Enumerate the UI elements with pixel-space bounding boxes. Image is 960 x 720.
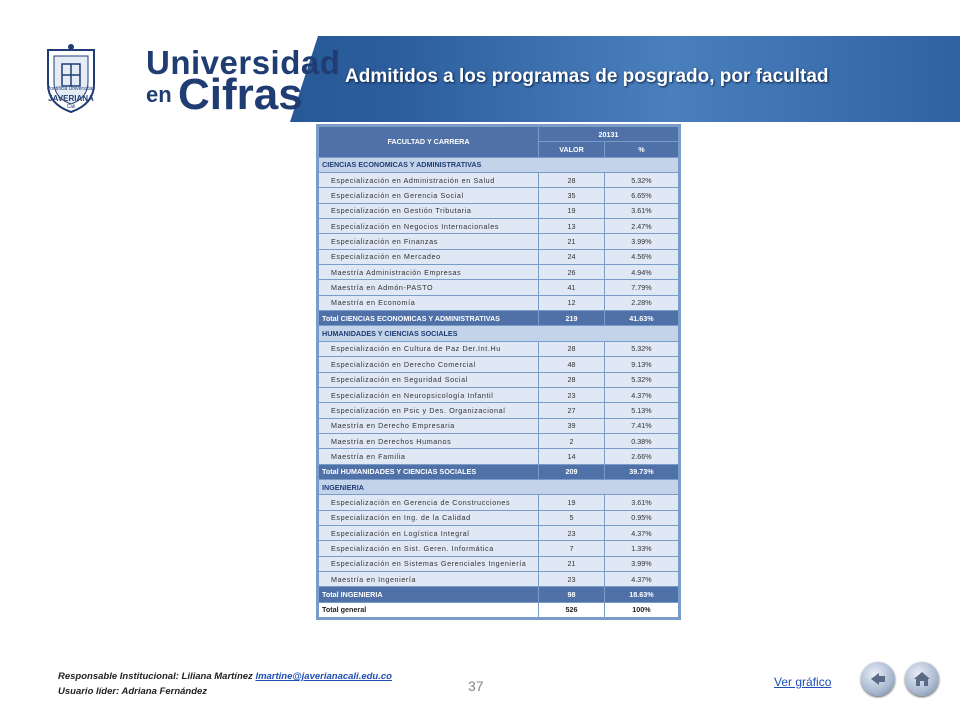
table-row [319,188,679,203]
section-name: CIENCIAS ECONOMICAS Y ADMINISTRATIVAS [319,157,679,172]
table-row [319,295,679,310]
section-header [319,157,679,172]
table-row [319,510,679,525]
program-name: Especialización en Gestión Tributaria [319,203,539,218]
section-total-row [319,464,679,479]
program-pct: 2.47% [605,219,679,234]
program-value: 13 [539,219,605,234]
program-pct: 5.13% [605,403,679,418]
program-name: Maestría en Derechos Humanos [319,433,539,448]
crest-caption-1: Pontificia Universidad [46,86,96,92]
table-row [319,280,679,295]
program-pct: 4.37% [605,571,679,586]
program-name: Especialización en Seguridad Social [319,372,539,387]
program-value: 19 [539,203,605,218]
email-link[interactable]: lmartine@javerianacali.edu.co [255,671,392,682]
program-value: 21 [539,234,605,249]
total-pct: 41.63% [605,311,679,326]
program-name: Maestría en Familia [319,449,539,464]
back-arrow-icon [861,662,895,696]
program-name: Especialización en Logística Integral [319,525,539,540]
program-pct: 7.79% [605,280,679,295]
table-row [319,234,679,249]
brand-en: en [146,82,172,107]
program-value: 23 [539,387,605,402]
program-pct: 1.33% [605,541,679,556]
program-value: 24 [539,249,605,264]
program-pct: 4.56% [605,249,679,264]
home-button[interactable] [905,662,939,696]
program-value: 21 [539,556,605,571]
program-pct: 2.28% [605,295,679,310]
program-name: Maestría en Ingeniería [319,571,539,586]
program-pct: 5.32% [605,372,679,387]
program-value: 23 [539,571,605,586]
back-button[interactable] [861,662,895,696]
footer-responsible [58,671,392,682]
table-row [319,571,679,586]
program-name: Especialización en Gerencia de Construcciones [319,495,539,510]
program-value: 35 [539,188,605,203]
program-value: 19 [539,495,605,510]
program-name: Especialización en Administración en Salud [319,173,539,188]
program-name: Especialización en Ing. de la Calidad [319,510,539,525]
section-header [319,326,679,341]
program-name: Especialización en Cultura de Paz Der.Int.Hu [319,341,539,356]
table-row [319,403,679,418]
brand-cifras: Cifras [178,70,303,119]
program-pct: 5.32% [605,341,679,356]
table-row [319,219,679,234]
program-name: Especialización en Neuropsicología Infantil [319,387,539,402]
responsible-label: Responsable Institucional: Liliana Martínez [58,671,253,682]
grand-total-value: 526 [539,602,605,617]
program-name: Especialización en Sistemas Gerenciales Ingeniería [319,556,539,571]
program-value: 28 [539,341,605,356]
table-row [319,418,679,433]
col-header-pct: % [605,142,679,157]
table-row [319,495,679,510]
program-value: 48 [539,357,605,372]
program-name: Especialización en Sist. Geren. Informática [319,541,539,556]
section-name: HUMANIDADES Y CIENCIAS SOCIALES [319,326,679,341]
program-value: 7 [539,541,605,556]
total-value: 219 [539,311,605,326]
section-header [319,479,679,494]
grand-total-pct: 100% [605,602,679,617]
admissions-table [316,124,681,620]
program-value: 5 [539,510,605,525]
program-value: 28 [539,372,605,387]
section-total-row [319,311,679,326]
table-row [319,203,679,218]
program-name: Especialización en Psic y Des. Organizacional [319,403,539,418]
program-value: 41 [539,280,605,295]
program-value: 26 [539,265,605,280]
grand-total-label: Total general [319,602,539,617]
program-pct: 5.32% [605,173,679,188]
brand-universidad: Universidad [146,44,341,81]
program-pct: 3.61% [605,203,679,218]
table-row [319,265,679,280]
page-title: Admitidos a los programas de posgrado, por facultad [345,66,829,87]
total-pct: 18.63% [605,587,679,602]
grand-total-row [319,602,679,617]
program-value: 2 [539,433,605,448]
program-pct: 4.37% [605,387,679,402]
program-name: Especialización en Gerencia Social [319,188,539,203]
program-pct: 2.66% [605,449,679,464]
table-row [319,357,679,372]
section-total-row [319,587,679,602]
program-name: Especialización en Mercadeo [319,249,539,264]
table-row [319,525,679,540]
program-name: Especialización en Finanzas [319,234,539,249]
program-pct: 6.65% [605,188,679,203]
total-value: 98 [539,587,605,602]
program-value: 12 [539,295,605,310]
col-header-program: FACULTAD Y CARRERA [319,127,539,158]
program-pct: 3.61% [605,495,679,510]
program-pct: 4.94% [605,265,679,280]
total-label: Total HUMANIDADES Y CIENCIAS SOCIALES [319,464,539,479]
total-value: 209 [539,464,605,479]
table-row [319,173,679,188]
col-header-period: 20131 [539,127,679,142]
program-value: 14 [539,449,605,464]
program-name: Maestría en Derecho Empresaria [319,418,539,433]
table-row [319,341,679,356]
table-row [319,449,679,464]
table-row [319,541,679,556]
program-pct: 0.95% [605,510,679,525]
page-number: 37 [468,678,484,694]
total-label: Total CIENCIAS ECONOMICAS Y ADMINISTRATIVAS [319,311,539,326]
program-pct: 7.41% [605,418,679,433]
program-name: Maestría Administración Empresas [319,265,539,280]
crest-caption-3: Cali [66,104,76,110]
crest-caption-2: JAVERIANA [48,94,94,103]
program-value: 27 [539,403,605,418]
program-pct: 4.37% [605,525,679,540]
footer-user: Usuario líder: Adriana Fernández [58,686,208,697]
table-row [319,372,679,387]
program-pct: 3.99% [605,234,679,249]
col-header-value: VALOR [539,142,605,157]
program-value: 28 [539,173,605,188]
program-name: Maestría en Admón-PASTO [319,280,539,295]
program-name: Maestría en Economía [319,295,539,310]
section-name: INGENIERIA [319,479,679,494]
view-chart-link[interactable]: Ver gráfico [774,675,832,689]
home-icon [905,662,939,696]
program-name: Especialización en Derecho Comercial [319,357,539,372]
program-pct: 3.99% [605,556,679,571]
total-label: Total INGENIERIA [319,587,539,602]
program-pct: 0.38% [605,433,679,448]
program-pct: 9.13% [605,357,679,372]
table-row [319,387,679,402]
table-row [319,249,679,264]
program-value: 39 [539,418,605,433]
program-value: 23 [539,525,605,540]
table-row [319,556,679,571]
table-row [319,433,679,448]
total-pct: 39.73% [605,464,679,479]
program-name: Especialización en Negocios Internacionales [319,219,539,234]
